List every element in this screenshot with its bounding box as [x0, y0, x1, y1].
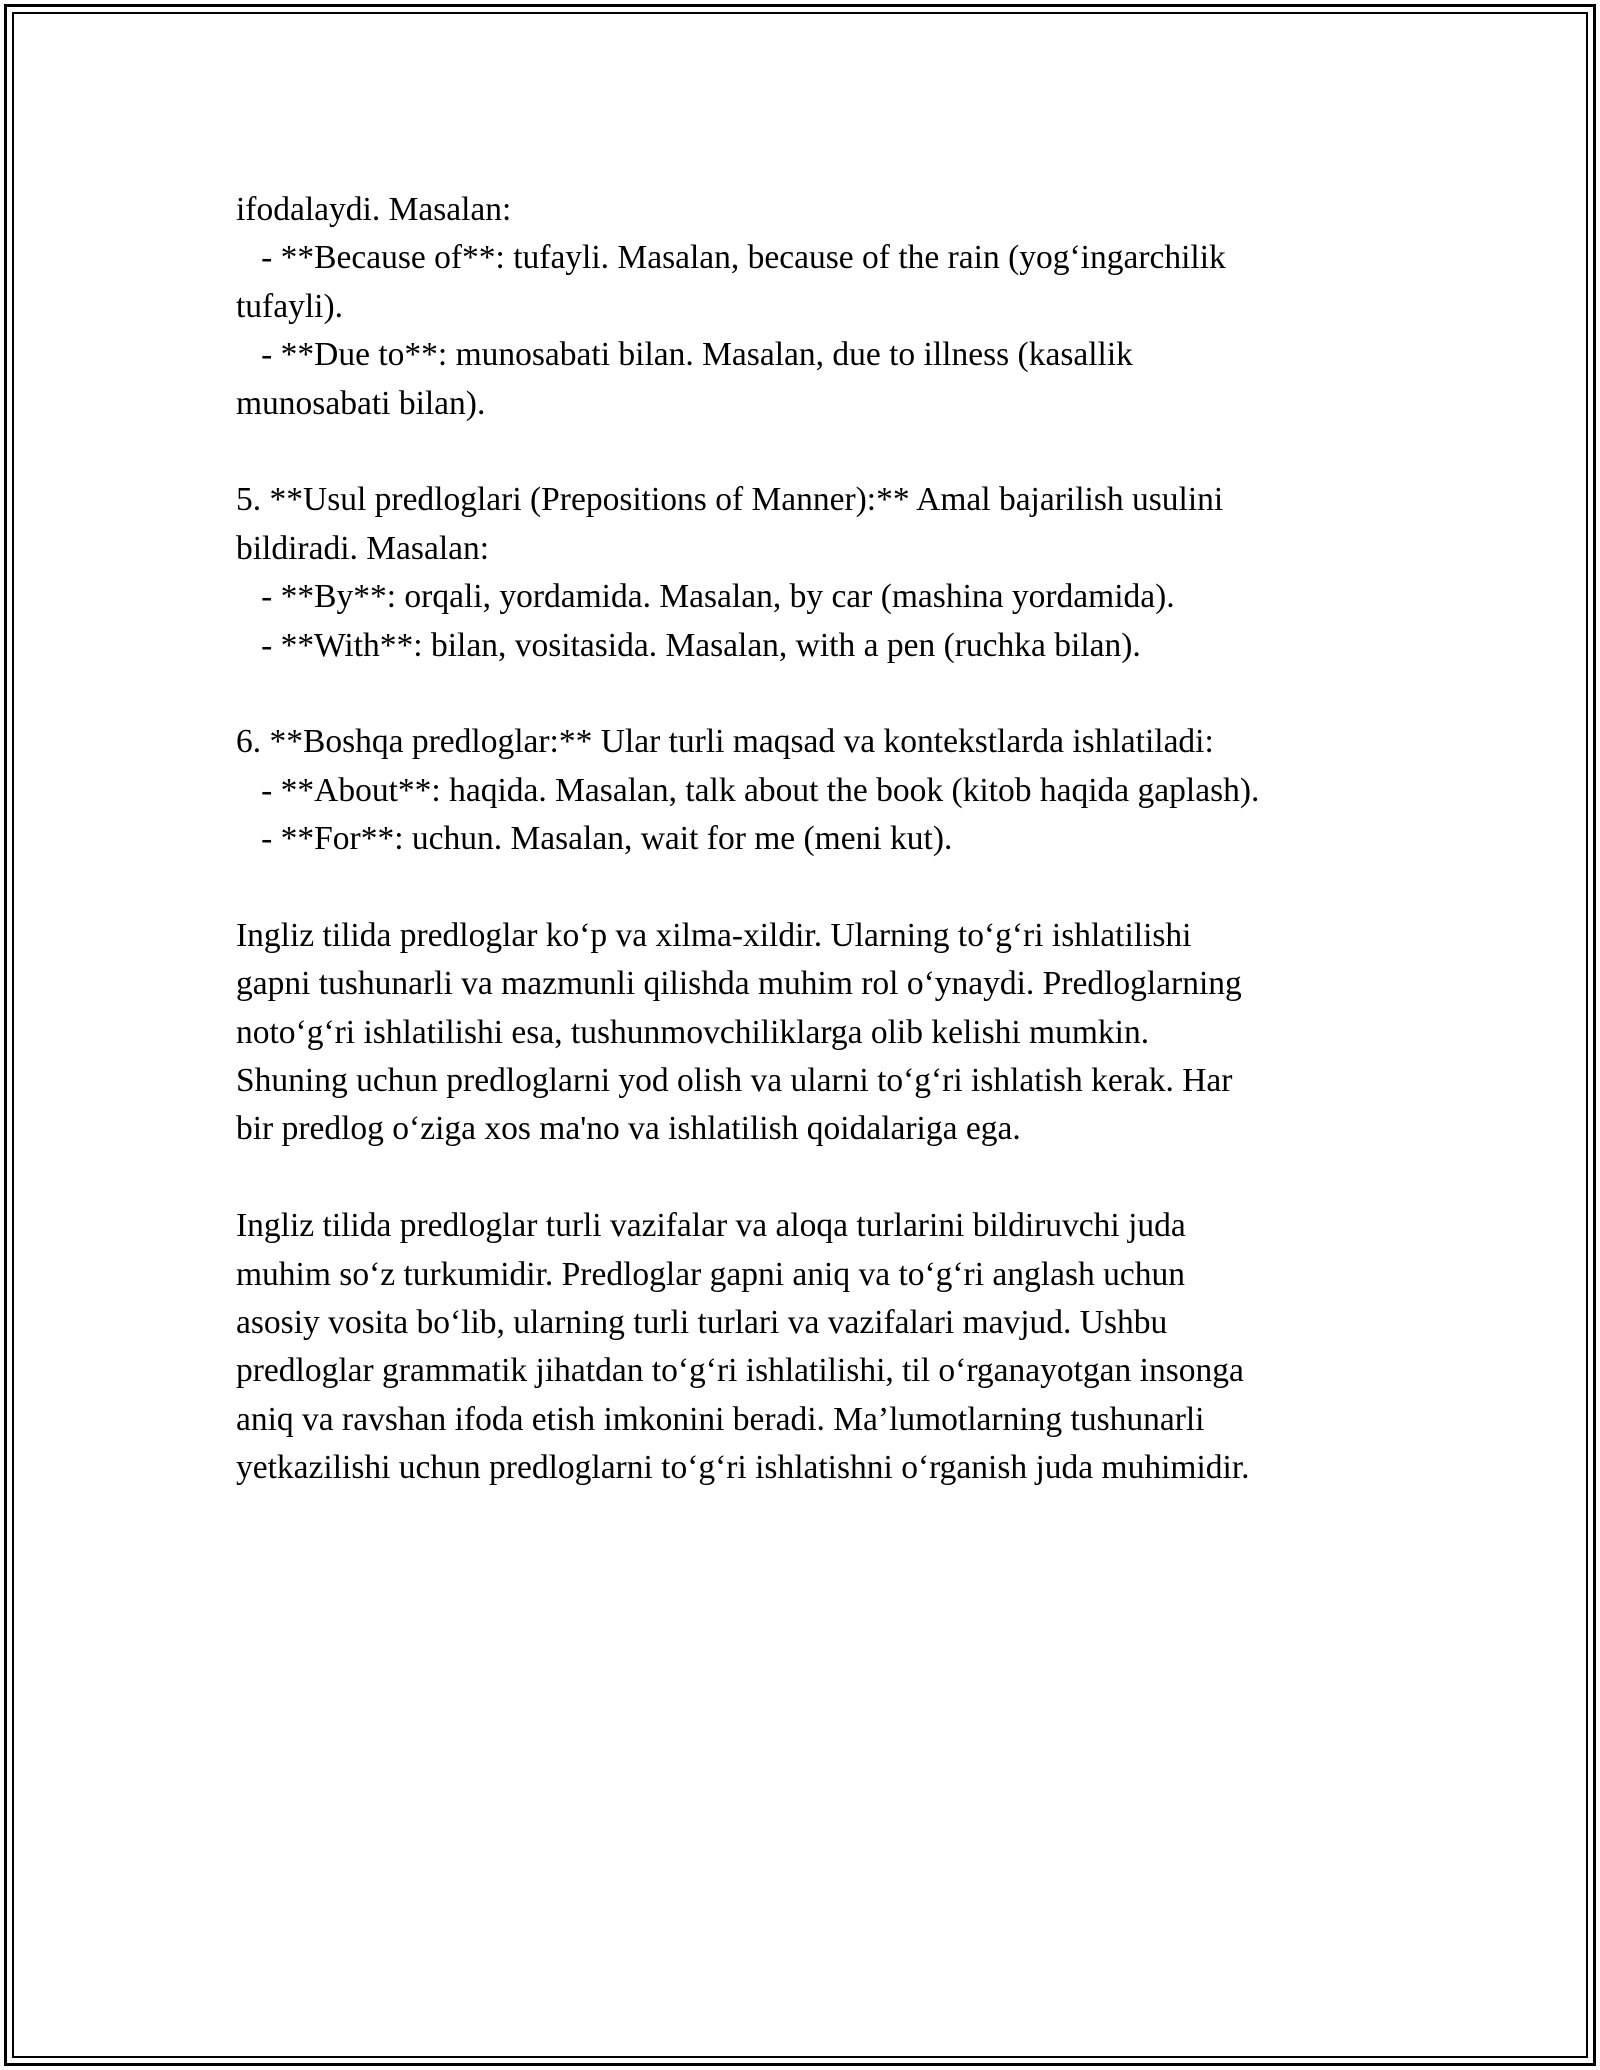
text-line: - **With**: bilan, vositasida. Masalan, with a pen (ruchka bilan).: [236, 626, 1141, 664]
text-line: gapni tushunarli va mazmunli qilishda muhim rol o‘ynaydi. Predloglarning: [236, 965, 1242, 1003]
text-line: noto‘g‘ri ishlatilishi esa, tushunmovchiliklarga olib kelishi mumkin.: [236, 1013, 1150, 1051]
text-line: tufayli).: [236, 287, 343, 325]
paragraph-gap: [236, 428, 1406, 476]
paragraph-gap: [236, 1154, 1406, 1202]
text-line: 5. **Usul predloglari (Prepositions of Manner):** Amal bajarilish usulini: [236, 481, 1224, 519]
text-line: - **Because of**: tufayli. Masalan, because of the rain (yog‘ingarchilik: [236, 239, 1226, 277]
document-body: [236, 186, 1406, 1493]
text-line: - **For**: uchun. Masalan, wait for me (meni kut).: [236, 820, 953, 858]
text-line: - **About**: haqida. Masalan, talk about the book (kitob haqida gaplash).: [236, 771, 1260, 809]
text-line: ifodalaydi. Masalan:: [236, 191, 512, 228]
text-line: Shuning uchun predloglarni yod olish va ularni to‘g‘ri ishlatish kerak. Har: [236, 1062, 1233, 1100]
text-line: Ingliz tilida predloglar turli vazifalar va aloqa turlarini bildiruvchi juda: [236, 1207, 1186, 1245]
text-line: - **By**: orqali, yordamida. Masalan, by car (mashina yordamida).: [236, 578, 1175, 616]
text-line: yetkazilishi uchun predloglarni to‘g‘ri ishlatishni o‘rganish juda muhimidir.: [236, 1449, 1250, 1487]
text-line: muhim so‘z turkumidir. Predloglar gapni aniq va to‘g‘ri anglash uchun: [236, 1255, 1185, 1293]
text-line: aniq va ravshan ifoda etish imkonini beradi. Ma’lumotlarning tushunarli: [236, 1400, 1205, 1438]
text-line: bir predlog o‘ziga xos ma'no va ishlatilish qoidalariga ega.: [236, 1110, 1021, 1148]
text-line: 6. **Boshqa predloglar:** Ular turli maqsad va kontekstlarda ishlatiladi:: [236, 723, 1214, 761]
text-line: - **Due to**: munosabati bilan. Masalan, due to illness (kasallik: [236, 336, 1133, 374]
paragraph-gap: [236, 670, 1406, 718]
text-line: predloglar grammatik jihatdan to‘g‘ri ishlatilishi, til o‘rganayotgan insonga: [236, 1352, 1244, 1390]
text-line: Ingliz tilida predloglar ko‘p va xilma-xildir. Ularning to‘g‘ri ishlatilishi: [236, 916, 1192, 954]
text-line: bildiradi. Masalan:: [236, 529, 490, 567]
text-line: munosabati bilan).: [236, 384, 486, 422]
paragraph-gap: [236, 863, 1406, 911]
text-line: asosiy vosita bo‘lib, ularning turli turlari va vazifalari mavjud. Ushbu: [236, 1303, 1168, 1341]
